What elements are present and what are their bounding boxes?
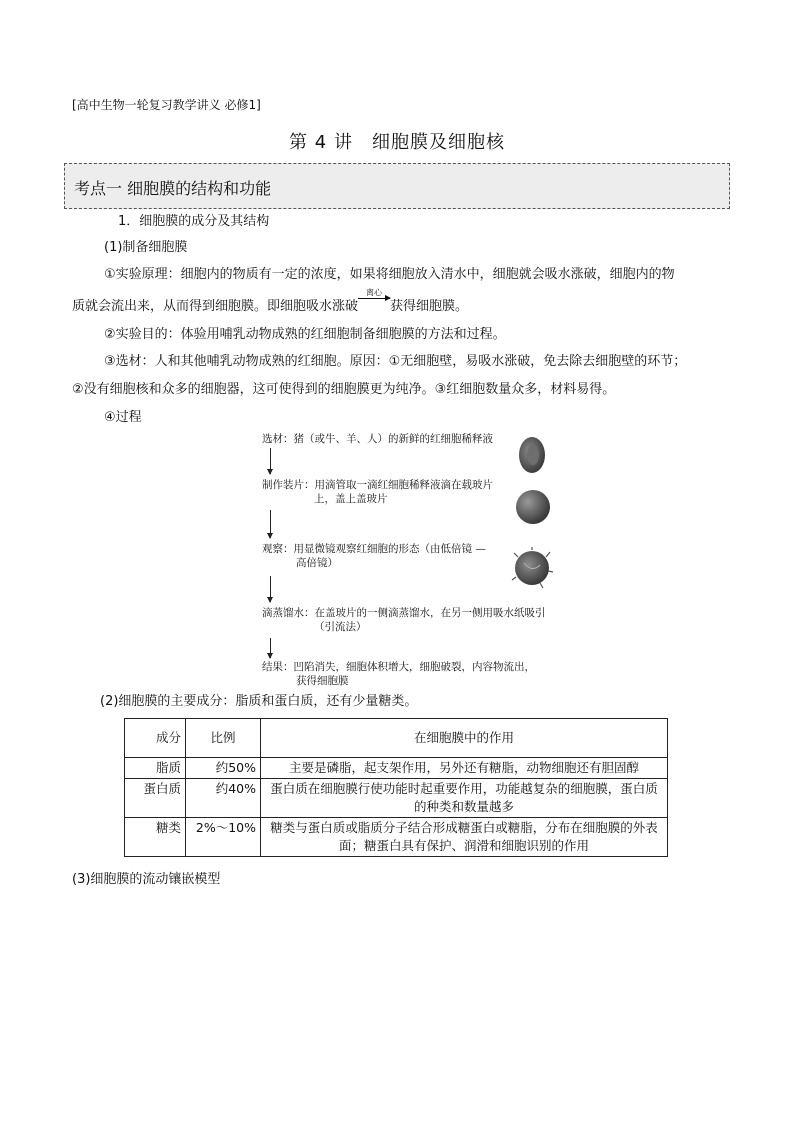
flow-step-slide-2: 上，盖上盖玻片 — [314, 493, 388, 505]
table-row — [125, 779, 668, 818]
centrifuge-label: 离心 — [366, 288, 383, 297]
table-row — [125, 758, 668, 779]
flow-step-water-2: （引流法） — [314, 621, 367, 633]
ruptured-cell-image — [510, 547, 554, 589]
principle-line-2 — [72, 288, 469, 317]
cell-component: 脂质 — [125, 758, 186, 779]
membrane-composition-table — [124, 718, 668, 857]
flow-step-result-1: 结果：凹陷消失，细胞体积增大，细胞破裂，内容物流出， — [262, 661, 535, 673]
principle-line-1: ①实验原理：细胞内的物质有一定的浓度，如果将细胞放入清水中，细胞就会吸水涨破，细胞内的物 — [104, 267, 675, 282]
header-component: 成分 — [125, 719, 186, 758]
flow-arrow — [270, 576, 271, 602]
purpose-text: ②实验目的：体验用哺乳动物成熟的红细胞制备细胞膜的方法和过程。 — [104, 327, 506, 342]
lecture-title: 第 4 讲 细胞膜及细胞核 — [289, 132, 505, 153]
flow-step-result-2: 获得细胞膜 — [296, 675, 349, 687]
table-header-row — [125, 719, 668, 758]
principle-text-a: 质就会流出来，从而得到细胞膜。即细胞吸水涨破 — [72, 299, 359, 314]
principle-text-b: 获得细胞膜。 — [390, 299, 469, 314]
header-note: [高中生物一轮复习教学讲义 必修1] — [72, 98, 261, 112]
material-line-1: ③选材：人和其他哺乳动物成熟的红细胞。原因：①无细胞壁，易吸水涨破，免去除去细胞壁的环节； — [104, 354, 687, 369]
sub-heading-1: (1)制备细胞膜 — [104, 240, 188, 255]
flow-arrow — [270, 638, 271, 658]
flow-step-observe-2: 高倍镜） — [296, 557, 338, 569]
cell-component: 蛋白质 — [125, 779, 186, 818]
header-ratio: 比例 — [186, 719, 261, 758]
flow-step-water-1: 滴蒸馏水：在盖玻片的一侧滴蒸馏水，在另一侧用吸水纸吸引 — [262, 607, 546, 619]
cell-role: 蛋白质在细胞膜行使功能时起重要作用，功能越复杂的细胞膜，蛋白质的种类和数量越多 — [261, 779, 668, 818]
process-label: ④过程 — [104, 410, 142, 425]
centrifuge-arrow — [358, 288, 390, 310]
material-line-2: ②没有细胞核和众多的细胞器，这可使得到的细胞膜更为纯净。③红细胞数量众多，材料易得。 — [72, 382, 616, 397]
header-role: 在细胞膜中的作用 — [261, 719, 668, 758]
flow-arrow — [270, 510, 271, 538]
flow-step-observe-1: 观察：用显微镜观察红细胞的形态（由低倍镜 — — [262, 543, 486, 555]
sub-heading-3: (3)细胞膜的流动镶嵌模型 — [72, 872, 221, 887]
cell-component: 糖类 — [125, 818, 186, 857]
biconcave-cell-image — [515, 435, 549, 475]
swollen-cell-image — [515, 488, 551, 526]
item-heading: 1．细胞膜的成分及其结构 — [118, 214, 270, 229]
table-row — [125, 818, 668, 857]
cell-ratio: 约50% — [186, 758, 261, 779]
cell-ratio: 2%～10% — [186, 818, 261, 857]
sub-heading-2: (2)细胞膜的主要成分：脂质和蛋白质，还有少量糖类。 — [100, 694, 418, 709]
flow-step-material: 选材：猪（或牛、羊、人）的新鲜的红细胞稀释液 — [262, 433, 493, 445]
flow-arrow — [270, 448, 271, 474]
section-title: 考点一 细胞膜的结构和功能 — [74, 179, 272, 198]
flow-step-slide-1: 制作装片：用滴管取一滴红细胞稀释液滴在载玻片 — [262, 479, 493, 491]
cell-ratio: 约40% — [186, 779, 261, 818]
cell-role: 糖类与蛋白质或脂质分子结合形成糖蛋白或糖脂，分布在细胞膜的外表面；糖蛋白具有保护、润滑和细胞识别的作用 — [261, 818, 668, 857]
cell-role: 主要是磷脂，起支架作用，另外还有糖脂，动物细胞还有胆固醇 — [261, 758, 668, 779]
